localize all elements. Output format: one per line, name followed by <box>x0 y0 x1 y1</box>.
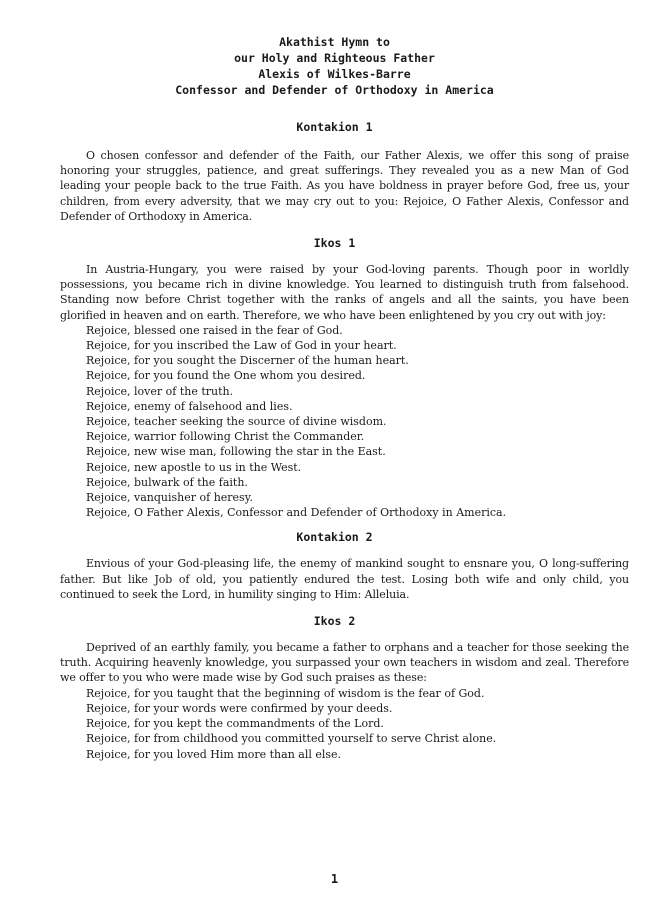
rejoice-line: Rejoice, lover of the truth. <box>86 384 234 398</box>
title-line-1: Akathist Hymn to <box>279 35 390 49</box>
kontakion-2-text: Envious of your God-pleasing life, the enemy of mankind sought to ensnare you, O long-suffering father. But like Job of old, you patiently endured the test. Losing both wife and only child, you continued to seek the Lord, in humility singing to Him: Alleluia. <box>60 557 629 601</box>
hymn-title <box>0 0 669 98</box>
rejoice-line: Rejoice, enemy of falsehood and lies. <box>86 399 293 413</box>
rejoice-line: Rejoice, for your words were confirmed by your deeds. <box>86 701 393 715</box>
kontakion-2-heading: Kontakion 2 <box>296 530 373 545</box>
rejoice-line: Rejoice, new apostle to us in the West. <box>86 460 302 474</box>
ikos-2-rejoice-list <box>0 686 669 762</box>
title-line-3: Alexis of Wilkes-Barre <box>258 67 411 81</box>
rejoice-line: Rejoice, teacher seeking the source of divine wisdom. <box>86 415 387 429</box>
rejoice-line: Rejoice, for from childhood you committed yourself to serve Christ alone. <box>86 732 497 746</box>
ikos-1-heading: Ikos 1 <box>313 236 356 251</box>
title-line-4: Confessor and Defender of Orthodoxy in America <box>175 83 494 97</box>
rejoice-line: Rejoice, vanquisher of heresy. <box>86 491 253 505</box>
rejoice-line: Rejoice, O Father Alexis, Confessor and Defender of Orthodoxy in America. <box>86 506 507 520</box>
rejoice-line: Rejoice, bulwark of the faith. <box>86 475 248 489</box>
kontakion-1-heading: Kontakion 1 <box>296 120 373 134</box>
rejoice-line: Rejoice, new wise man, following the star in the East. <box>86 445 386 459</box>
rejoice-line: Rejoice, warrior following Christ the Commander. <box>86 430 365 444</box>
ikos-1-rejoice-list <box>0 323 669 521</box>
title-line-2: our Holy and Righteous Father <box>234 51 435 65</box>
ikos-2-text: Deprived of an earthly family, you became a father to orphans and a teacher for those seeking the truth. Acquiring heavenly knowledge, you surpassed your own teachers in wisdom and zeal. Therefore we offer to you who were made wise by God such praises as these: <box>60 641 629 685</box>
rejoice-line: Rejoice, for you loved Him more than all else. <box>86 747 342 761</box>
rejoice-line: Rejoice, for you found the One whom you desired. <box>86 369 366 383</box>
rejoice-line: Rejoice, for you kept the commandments of the Lord. <box>86 717 384 731</box>
ikos-2-heading: Ikos 2 <box>313 614 356 629</box>
rejoice-line: Rejoice, for you taught that the beginning of wisdom is the fear of God. <box>86 686 485 700</box>
rejoice-line: Rejoice, for you sought the Discerner of the human heart. <box>86 354 409 368</box>
kontakion-1-text: O chosen confessor and defender of the Faith, our Father Alexis, we offer this song of praise honoring your struggles, patience, and great sufferings. They revealed you as a new Man of God leading your people back to the true Faith. As you have boldness in prayer before God, free us, your children, from every adversity, that we may cry out to you: Rejoice, O Father Alexis, Confessor and Defender of Orthodoxy in America. <box>60 149 629 223</box>
ikos-1-text: In Austria-Hungary, you were raised by your God-loving parents. Though poor in worldly possessions, you became rich in divine knowledge. You learned to distinguish truth from falsehood. Standing now before Christ together with the ranks of angels and all the saints, you have been glorified in heaven and on earth. Therefore, we who have been enlightened by you cry out with joy: <box>60 263 629 322</box>
page-number: 1 <box>330 872 339 886</box>
rejoice-line: Rejoice, for you inscribed the Law of God in your heart. <box>86 339 397 353</box>
rejoice-line: Rejoice, blessed one raised in the fear of God. <box>86 323 343 337</box>
